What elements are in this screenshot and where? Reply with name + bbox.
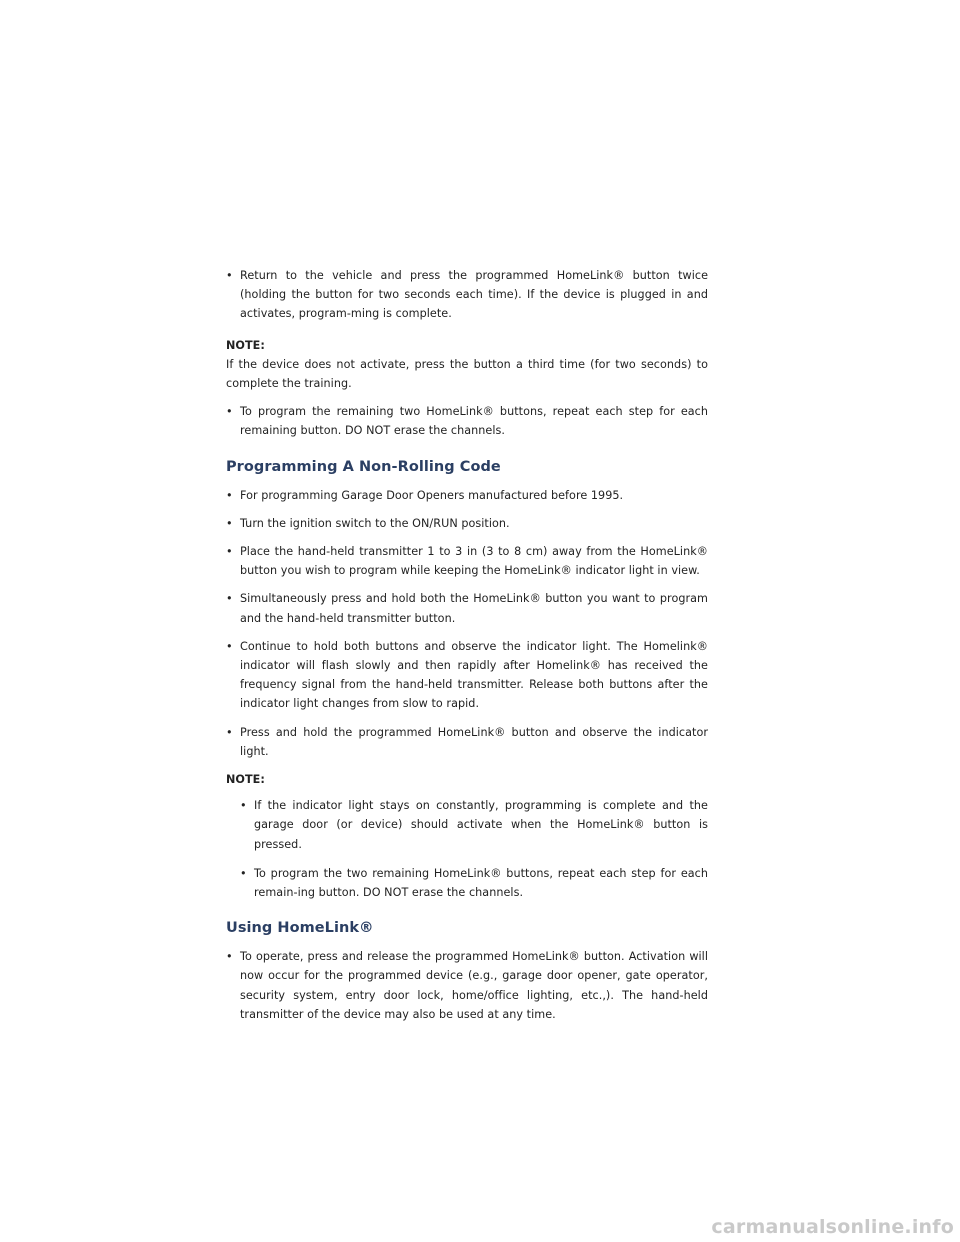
list-item xyxy=(226,723,708,761)
list-item-text: Continue to hold both buttons and observe the indicator light. The Homelink® indicator will flash slowly and then rapidly after Homelink® has received the frequency signal from the hand-held transmitter. Release both buttons after the indicator light changes from slow to rapid. xyxy=(240,639,708,711)
note-block xyxy=(226,770,708,902)
bullet-icon: • xyxy=(226,592,233,606)
list-item-text: Return to the vehicle and press the programmed HomeLink® button twice (holding the button for two seconds each time). If the device is plugged in and activates, program-ming is complete. xyxy=(240,269,708,321)
bullet-icon: • xyxy=(240,866,247,880)
list-item-text: To operate, press and release the programmed HomeLink® button. Activation will now occur for the programmed device (e.g., garage door opener, gate operator, security system, entry door lock, home/office lighting, etc.,). The hand-held transmitter of the device may also be used at any time. xyxy=(240,950,708,1021)
list-item xyxy=(226,514,708,533)
page-content xyxy=(226,266,708,1033)
list-item xyxy=(226,589,708,627)
bullet-icon: • xyxy=(226,488,233,502)
footer-watermark: carmanualsonline.info xyxy=(711,1216,954,1238)
bullet-icon: • xyxy=(226,950,233,964)
list-item xyxy=(240,864,708,902)
list-item-text: Place the hand-held transmitter 1 to 3 in (3 to 8 cm) away from the HomeLink® button you wish to program while keeping the HomeLink® indicator light in view. xyxy=(240,545,708,578)
list-item-text: To program the remaining two HomeLink® buttons, repeat each step for each remaining button. DO NOT erase the channels. xyxy=(240,405,708,438)
list-item xyxy=(226,637,708,714)
bullet-icon: • xyxy=(226,516,233,530)
bullet-icon: • xyxy=(226,725,233,739)
note-list xyxy=(240,796,708,902)
list-item-text: Press and hold the programmed HomeLink® button and observe the indicator light. xyxy=(240,725,708,758)
bullet-icon: • xyxy=(240,799,247,813)
list-item-text: To program the two remaining HomeLink® buttons, repeat each step for each remain-ing button. DO NOT erase the channels. xyxy=(254,866,708,900)
list-item xyxy=(226,542,708,580)
list-item xyxy=(226,486,708,505)
list-item-text: For programming Garage Door Openers manufactured before 1995. xyxy=(240,488,624,502)
bullet-icon: • xyxy=(226,639,233,653)
list-item xyxy=(226,266,708,324)
section-heading-non-rolling: Programming A Non-Rolling Code xyxy=(226,458,501,475)
list-item-text: If the indicator light stays on constantly, programming is complete and the garage door (or device) should activate when the HomeLink® button is pressed. xyxy=(254,799,708,851)
note-label: NOTE: xyxy=(226,338,265,352)
bullet-icon: • xyxy=(226,405,233,419)
list-item-text: Turn the ignition switch to the ON/RUN position. xyxy=(240,516,510,530)
list-item-text: Simultaneously press and hold both the HomeLink® button you want to program and the hand-held transmitter button. xyxy=(240,592,708,625)
note-text: If the device does not activate, press the button a third time (for two seconds) to complete the training. xyxy=(226,357,708,391)
section-heading-using: Using HomeLink® xyxy=(226,920,374,937)
note-label: NOTE: xyxy=(226,773,265,787)
list-item xyxy=(240,796,708,854)
bullet-icon: • xyxy=(226,545,233,559)
list-item xyxy=(226,402,708,440)
bullet-icon: • xyxy=(226,269,233,282)
list-item xyxy=(226,947,708,1024)
